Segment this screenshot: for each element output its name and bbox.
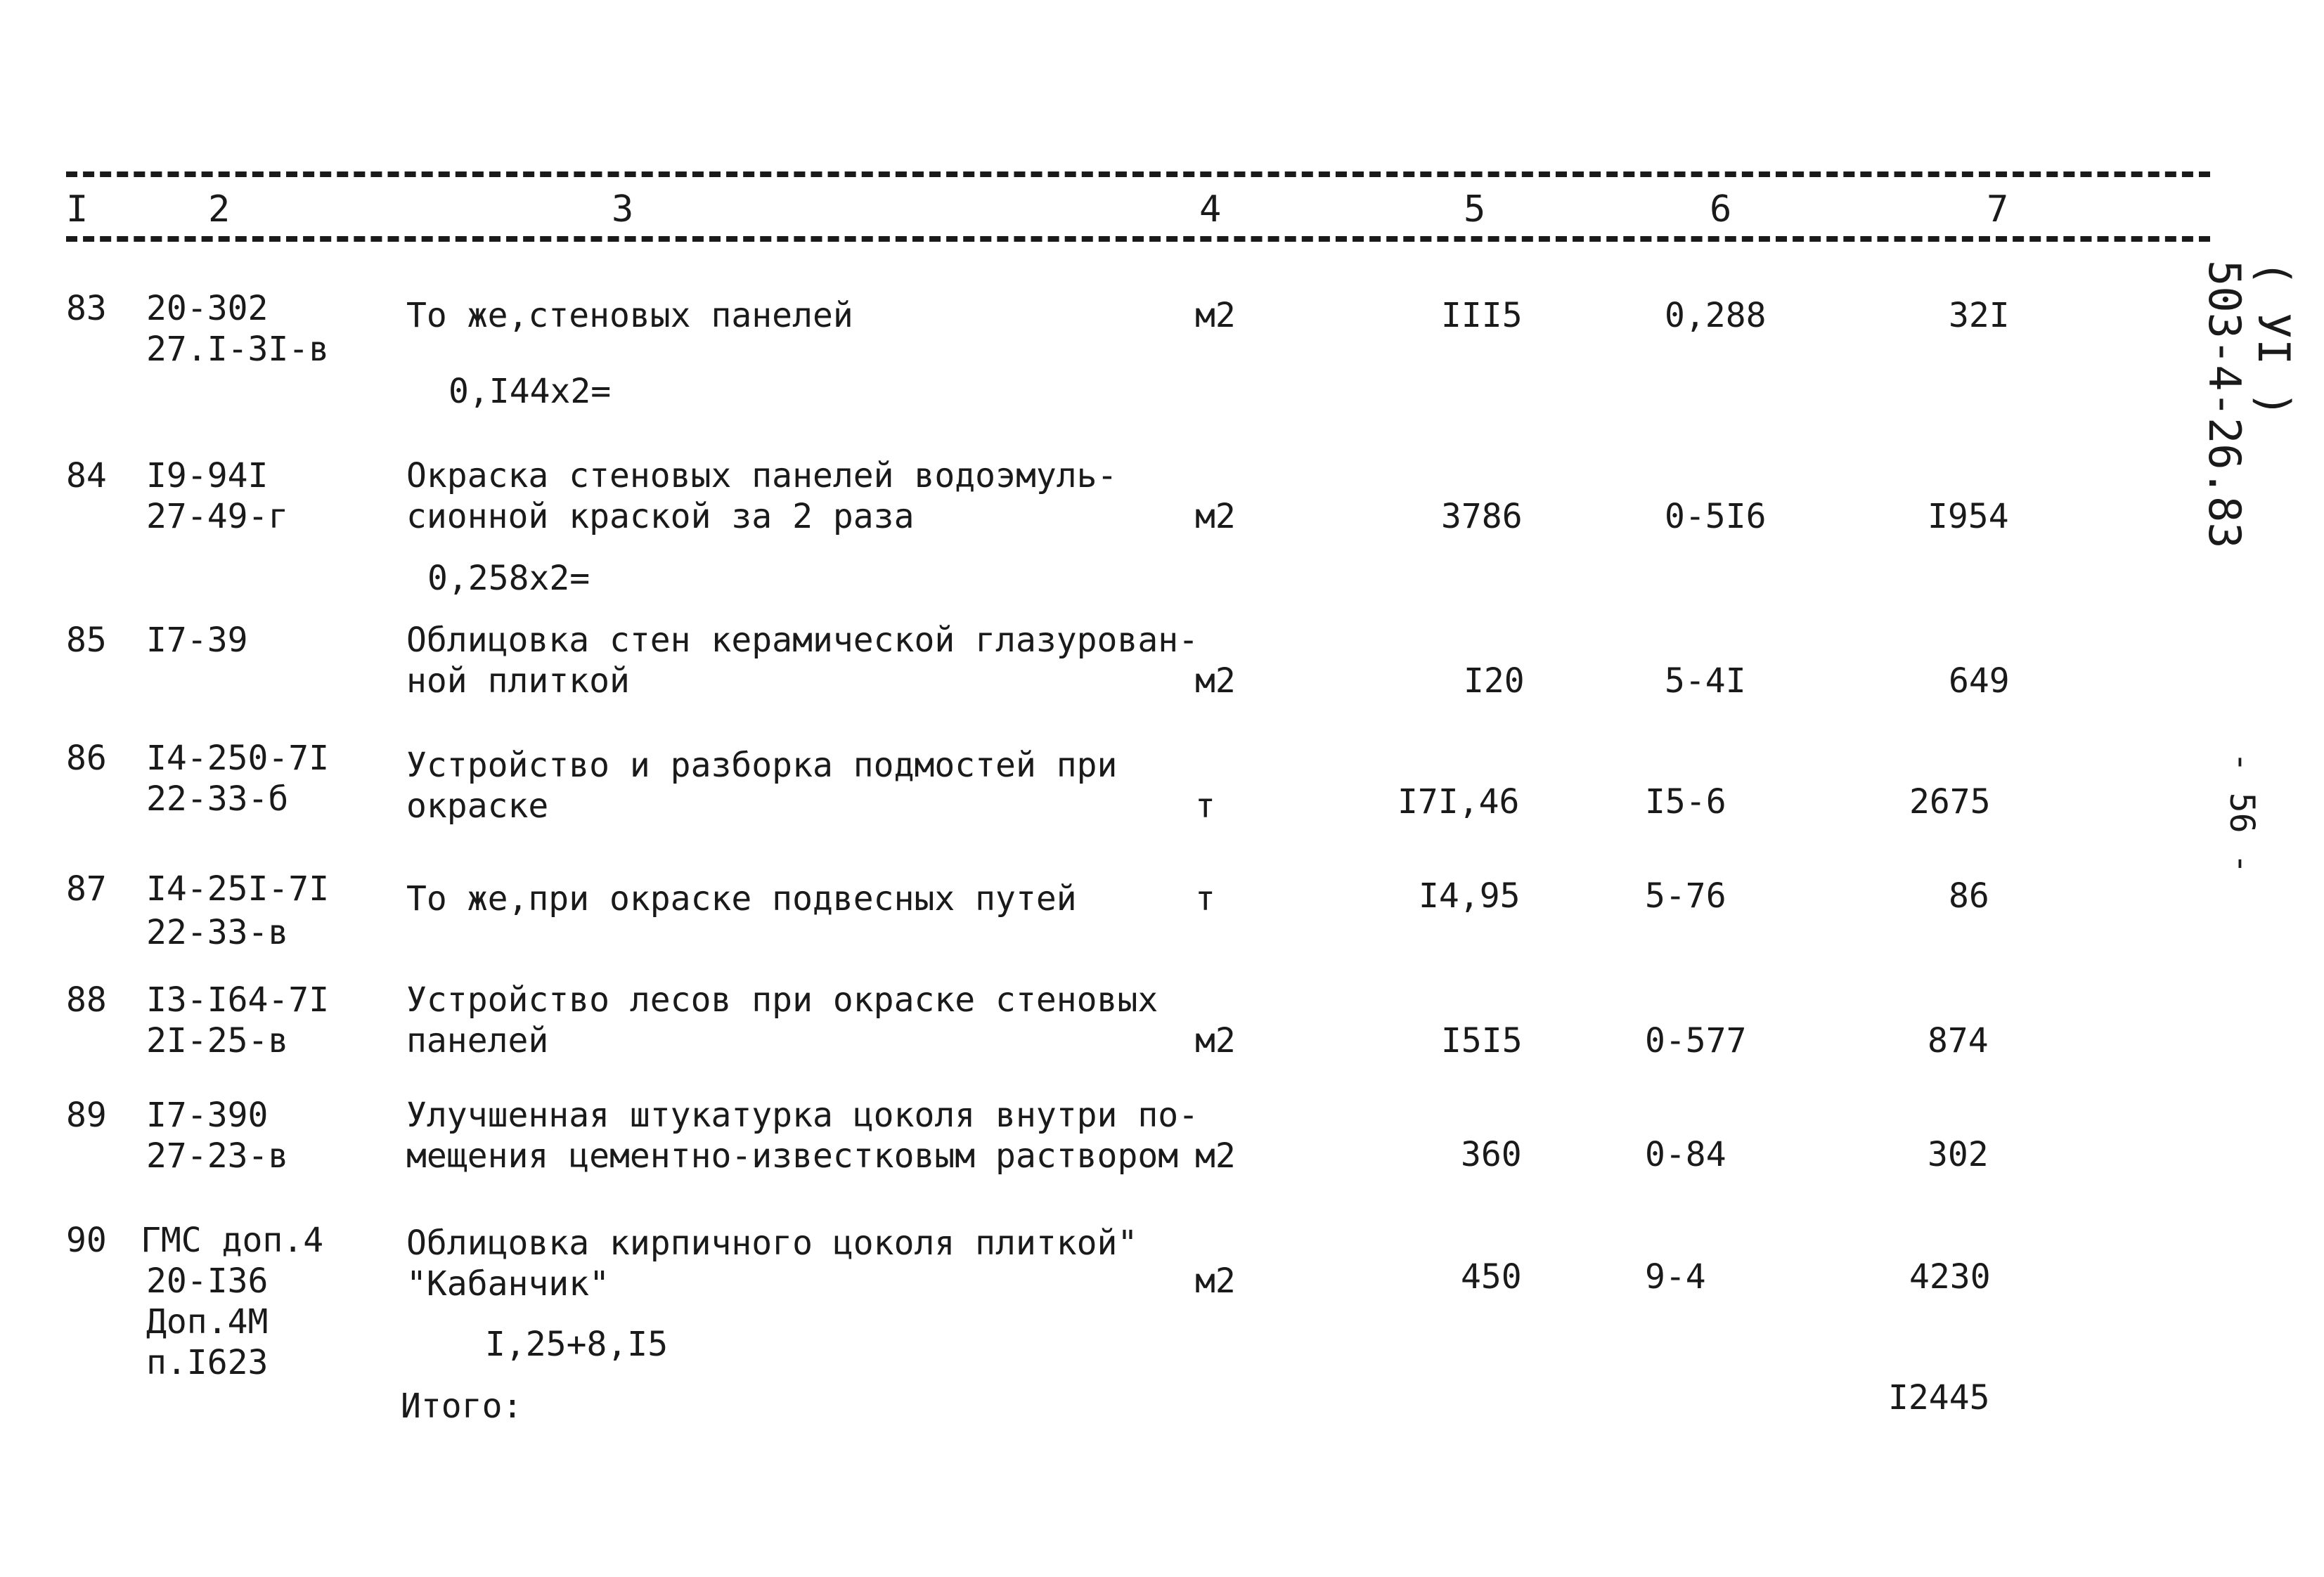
unit: м2 — [1195, 296, 1236, 335]
quantity: III5 — [1441, 296, 1523, 335]
quantity-formula: I,25+8,I5 — [485, 1325, 669, 1364]
work-description: То же,при окраске подвесных путей — [406, 879, 1077, 919]
row-total: 4230 — [1909, 1257, 1991, 1297]
rate-code: 20-302 — [146, 289, 269, 328]
work-description: Облицовка стен керамической глазурован- — [406, 621, 1199, 660]
unit: т — [1195, 786, 1215, 826]
unit: м2 — [1195, 1021, 1236, 1060]
work-description: мещения цементно-известковым раствором — [406, 1136, 1179, 1176]
page-number: - 56 - — [2222, 752, 2261, 874]
row-number: 87 — [66, 869, 107, 909]
work-description: панелей — [406, 1021, 549, 1060]
rate-code: 20-I36 — [146, 1261, 269, 1301]
document-code: 503-4-26.83 — [2199, 260, 2250, 549]
col-header-5: 5 — [1464, 188, 1486, 231]
rate-code: I9-94I — [146, 456, 269, 495]
rate-code: п.I623 — [146, 1343, 269, 1382]
rate-code: 27.I-3I-в — [146, 330, 330, 369]
row-number: 83 — [66, 289, 107, 328]
rate-code: 27-49-г — [146, 497, 289, 536]
work-description: сионной краской за 2 раза — [406, 497, 915, 536]
rate-code: 22-33-в — [146, 913, 289, 952]
rate-code: 22-33-б — [146, 779, 289, 819]
rate-code: 2I-25-в — [146, 1021, 289, 1060]
unit-price: I5-6 — [1645, 782, 1726, 822]
row-total: 649 — [1949, 661, 2010, 701]
unit-price: 0-5I6 — [1665, 497, 1767, 536]
summary-total: I2445 — [1888, 1378, 1990, 1417]
work-description: Устройство лесов при окраске стеновых — [406, 980, 1158, 1020]
quantity: I7I,46 — [1397, 782, 1520, 822]
work-description: окраске — [406, 786, 549, 826]
quantity: I5I5 — [1441, 1021, 1523, 1060]
quantity: I4,95 — [1419, 876, 1521, 916]
col-header-3: 3 — [612, 188, 634, 231]
row-number: 89 — [66, 1096, 107, 1135]
row-number: 86 — [66, 739, 107, 778]
row-number: 84 — [66, 456, 107, 495]
header-top-rule — [66, 171, 2210, 177]
rate-code: 27-23-в — [146, 1136, 289, 1176]
work-description: Улучшенная штукатурка цоколя внутри по- — [406, 1096, 1199, 1135]
row-total: I954 — [1928, 497, 2009, 536]
unit-price: 0,288 — [1665, 296, 1767, 335]
row-total: 86 — [1949, 876, 1989, 916]
rate-code: I7-39 — [146, 621, 248, 660]
unit: м2 — [1195, 1261, 1236, 1301]
sheet-label: ( УI ) — [2248, 260, 2299, 417]
quantity: 3786 — [1441, 497, 1523, 536]
rate-code: I7-390 — [146, 1096, 269, 1135]
rate-code: I3-I64-7I — [146, 980, 330, 1020]
row-number: 85 — [66, 621, 107, 660]
rate-code: ГМС доп.4 — [141, 1221, 324, 1260]
col-header-7: 7 — [1987, 188, 2009, 231]
quantity: 360 — [1461, 1135, 1522, 1174]
unit-price: 5-4I — [1665, 661, 1746, 701]
rate-code: I4-250-7I — [146, 739, 330, 778]
unit: м2 — [1195, 661, 1236, 701]
work-description: Окраска стеновых панелей водоэмуль- — [406, 456, 1118, 495]
col-header-6: 6 — [1710, 188, 1732, 231]
summary-label: Итого: — [401, 1387, 523, 1426]
row-number: 90 — [66, 1221, 107, 1260]
quantity: I20 — [1464, 661, 1525, 701]
unit-price: 0-577 — [1645, 1021, 1747, 1060]
row-total: 32I — [1949, 296, 2010, 335]
row-total: 2675 — [1909, 782, 1991, 822]
unit-price: 5-76 — [1645, 876, 1726, 916]
row-number: 88 — [66, 980, 107, 1020]
row-total: 874 — [1928, 1021, 1989, 1060]
work-description: Облицовка кирпичного цоколя плиткой" — [406, 1224, 1138, 1263]
unit: т — [1195, 879, 1215, 919]
col-header-1: I — [66, 188, 89, 231]
rate-code: Доп.4М — [146, 1302, 269, 1342]
col-header-2: 2 — [208, 188, 231, 231]
work-description: Устройство и разборка подмостей при — [406, 746, 1118, 785]
quantity-formula: 0,I44x2= — [448, 372, 612, 411]
work-description: "Кабанчик" — [406, 1264, 609, 1304]
quantity: 450 — [1461, 1257, 1522, 1297]
quantity-formula: 0,258x2= — [427, 559, 590, 598]
unit: м2 — [1195, 497, 1236, 536]
row-total: 302 — [1928, 1135, 1989, 1174]
col-header-4: 4 — [1199, 188, 1222, 231]
rate-code: I4-25I-7I — [146, 869, 330, 909]
unit: м2 — [1195, 1136, 1236, 1176]
work-description: То же,стеновых панелей — [406, 296, 853, 335]
unit-price: 0-84 — [1645, 1135, 1726, 1174]
work-description: ной плиткой — [406, 661, 630, 701]
header-bottom-rule — [66, 236, 2210, 242]
unit-price: 9-4 — [1645, 1257, 1706, 1297]
